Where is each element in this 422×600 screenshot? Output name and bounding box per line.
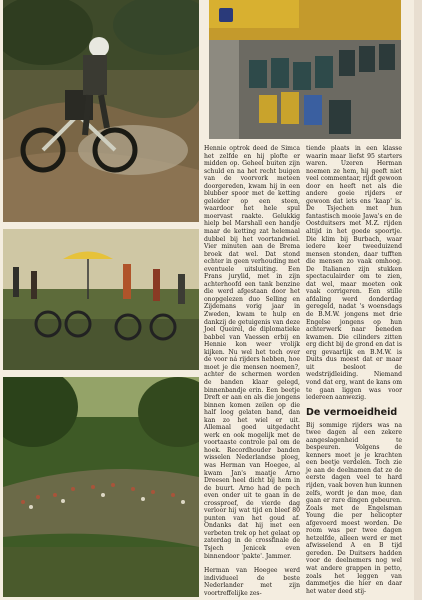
- article-paragraph: tiende plaats in een klasse waarin maar liefst 95 starters waren. Uzeren Herman noemen ze hem, hij geeft niet veel commentaar, rijdt gewoon door en heeft net als die andere goeie rijders er gewoon dat iets ens 'kaap' is. De Tsjechen met hun fantastisch mooie Jawa's en de Oostduitsers met M.Z. rijden altijd in het goede spoortje. Die klim bij Burbach, waar iedere keer tweeduizend mensen stonden, daar tufften die mensen zo vaak omhoog. De Italianen zijn stukken spectaculairder om te zien, dat wel, maar moeten ook vaak corrigeren. Een stille afdaling werd donderdag geregeld, nadat 's woensdags de B.M.W. jongens met drie Engelse jongens op hun achterwerk naar beneden kwamen. Die cilinders zitten erg dicht bij de grond en dat is erg gevaarlijk en B.M.W. is Duits dus moest dat er maar uit besloot de wedstrijdleiding. Niemand vond dat erg, want de kans om te gaan liggen was voor iedereen aanwezig.: [306, 145, 402, 402]
- paddock-image: [3, 229, 199, 370]
- article-column-middle: [204, 145, 300, 597]
- article-column-right: [306, 145, 402, 595]
- page-edge: [414, 0, 422, 600]
- article-paragraph: Hennie optrok deed de Simca het zelfde en hij plofte er midden op. Geheel buiten zijn schuld en na het recht buigen van de voorvork meteen doorgereden, kwam hij in een blubber spoor met de ketting geleider op een steen, waardoor het hele spul moervast raakte. Gelukkig hielp bel Marshall een handje maar de ketting zat helemaal dubbel bij het voortandwiel. Vier minuten aan de Brema broek dat wel. Dat stond echter in geen verhouding met eventuele uitsluiting. Een Frans jurylid, met in zijn achterhoofd een tank benzine die werd afgestaan door het onopgelezen duo Selling en Zijdemans vorig jaar in Zweden, kwam te hulp en dankzij de getuigenis van deze Joel Queirel, de diplomatieke babbel van Vaessen erbij en Hennie kon weer vrolijk kijken. Nu wel het toch over de voor ná rijders hebben, hoe moet je die mensen noemen?, achter de schermen worden de banden klaar gelegd, binnenbandje erin. Een beetje Dreft er aan en als die jongens binnen komen zeilen op die half loog gelaten band, dan kan zo het wiel er uit. Allemaal goed uitgedacht werk en ook mogelijk met de voortaaste controle pal om de hoek. Recordhouder banden wisselen Nederlandse ploeg, was Herman van Hoegee, al kwam Jan's maatje Arno Dreesen heel dicht bij hem in de buurt. Arno had de pech even onder uit te gaan in de crossproef, de vierde dag verloor hij wat tijd en bleef 80 punten van het goud af. Ondanks dat hij met een verbeten trek op het gelaat op zaterdag in de crossfinale de Tsjech Jenicek even binnendoor 'pakte'. Jammer.: [204, 145, 300, 560]
- article-paragraph: Bij sommige rijders was na twee dagen al een zekere aangeslagenheid te bespeuren. Volgens de kenners moet je je krachten een beetje verdelen. Toch zie je aan de deelnamen dat ze de eerste dagen veel te hard rijden, vaak boven hun kunnen zelfs, wordt je dan moe, dan gaan er rare dingen gebeuren. Zoals met de Engelsman Young die per helicopter afgevoerd moest worden. De room was per twee dagen hetzelfde, alleen werd er met afwisselend A en B tijd gereden. De Duitsers hadden voor de deelnemers nog wel wat andere grappen in petto, zoals het leggen van dammetjes die hier en daar het water deed stij-: [306, 421, 402, 595]
- article-paragraph: Herman van Hoegee werd individueel de beste Nederlander met zijn voortreffelijke zes-: [204, 567, 300, 597]
- rider-mud-image: [3, 0, 199, 222]
- photo-motocross-rider: [3, 0, 199, 222]
- photo-paddock: [3, 229, 199, 370]
- photo-fuel-cans: [209, 0, 401, 139]
- section-heading: De vermoeidheid: [306, 406, 398, 418]
- photo-hillside-spectators: [3, 377, 199, 597]
- hillside-image: [3, 377, 199, 597]
- fuel-cans-image: [209, 0, 401, 139]
